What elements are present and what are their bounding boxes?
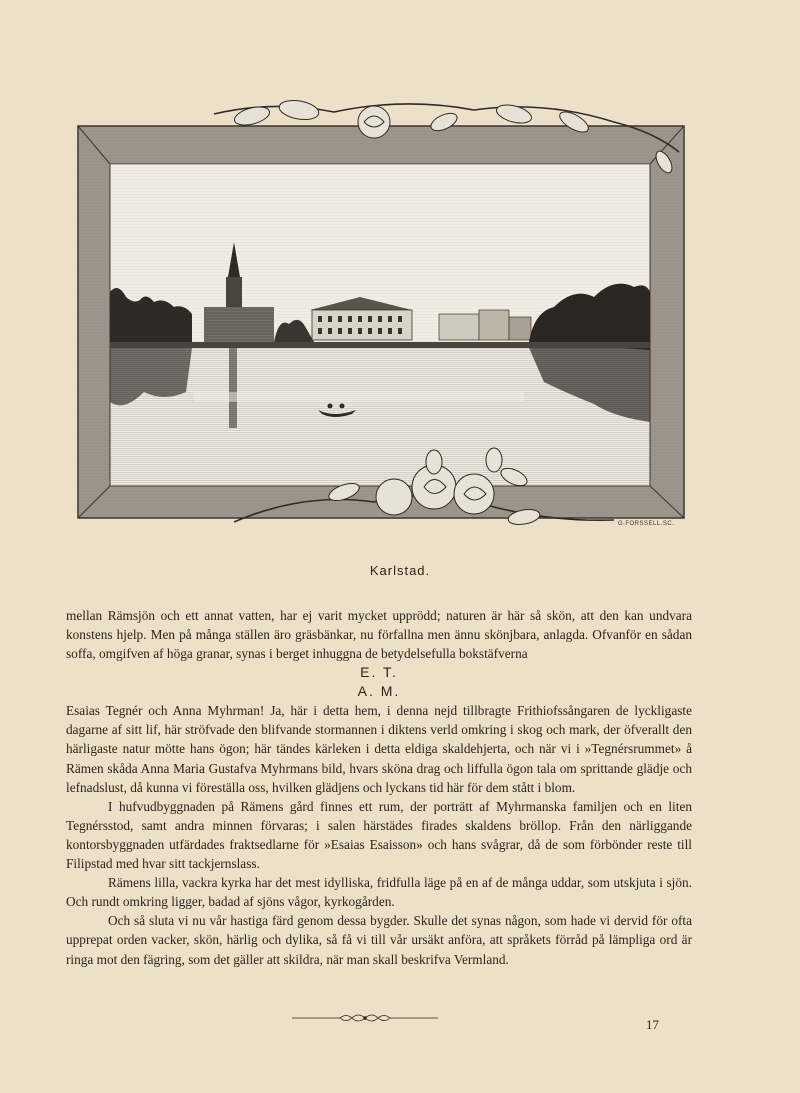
tailpiece-ornament bbox=[290, 1011, 440, 1025]
paragraph: Esaias Tegnér och Anna Myhrman! Ja, här i detta hem, i denna nejd tillbragte Frithiofssångaren de lyckligaste dagarne af sitt lif, här ströfvade den blifvande stormannen i diktens verld omkring i skog och mark, der öfverallt den härligaste natur mötte hans ögon; här tändes kärleken i detta eldiga skaldehjerta, och när vi i »Tegnérsrummet» å Rämen skåda Anna Maria Gustafva Myhrmans bild, hvars sköna drag och liffulla ögon tala om sprittande glädje och lefnadslust, då kunna vi föreställa oss, hvilken glädjens och lyckans tid här för dem stått i blom. bbox=[66, 703, 692, 795]
carved-initials-line-1: E. T. bbox=[360, 664, 398, 681]
page-number: 17 bbox=[646, 1017, 659, 1032]
paragraph: Rämens lilla, vackra kyrka har det mest idylliska, fridfulla läge på en af de många uddar, som utskjuta i sjön. Och rundt omkring ligger, badad af sjöns vågor, kyrkogården. bbox=[66, 875, 692, 910]
body-text bbox=[66, 606, 692, 969]
karlstad-engraving bbox=[74, 92, 690, 562]
carved-initials-line-2: A. M. bbox=[357, 683, 401, 700]
engraver-signature: G.FORSSELL.SC. bbox=[618, 521, 675, 527]
lake-scene bbox=[110, 164, 650, 486]
paragraph: mellan Rämsjön och ett annat vatten, har ej varit mycket upprödd; naturen är här så skön, att den kan undvara konstens hjelp. Men på många ställen äro gräsbänkar, nu förfallna men ännu skönjbara, anlagda. Ofvanför en sådan soffa, omgifven af höga granar, synas i berget inhuggna de betydelsefulla bokstäfverna bbox=[66, 608, 692, 662]
paragraph: I hufvudbyggnaden på Rämens gård finnes ett rum, der porträtt af Myhrmanska familjen och en liten Tegnérsstod, samt andra minnen förvaras; i salen härstädes firades skaldens bröllop. Från den närliggande kontorsbyggnaden utfärdades fraktsedlarne för »Esaias Esaisson» och hans svågrar, då de som förbönder reste till Filipstad med hvar sitt tackjernslass. bbox=[66, 798, 692, 872]
illustration-caption: Karlstad. bbox=[369, 563, 431, 578]
paragraph: Och så sluta vi nu vår hastiga färd genom dessa bygder. Skulle det synas någon, som hade vi dervid för ofta upprepat orden vacker, skön, härlig och dylika, så få vi till vår ursäkt anföra, att språkets förråd på lämpliga ord är ringa mot den fägring, som det gäller att skildra, när man skall beskrifva Vermland. bbox=[66, 913, 692, 967]
